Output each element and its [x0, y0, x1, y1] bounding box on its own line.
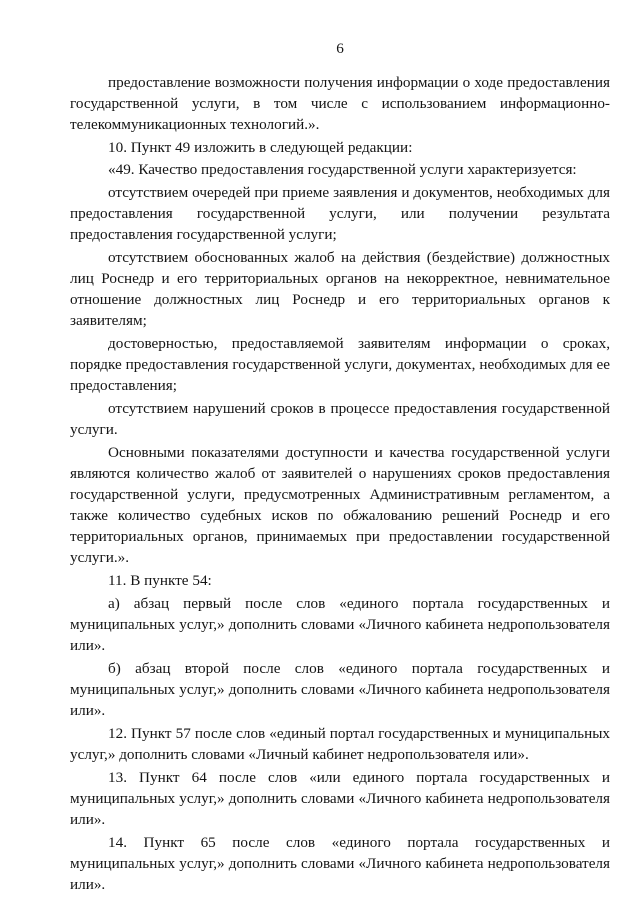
paragraph-no-queues: отсутствием очередей при приеме заявления и документов, необходимых для предоставления государственной услуги, или получении результата предоставления государственной услуги;: [70, 184, 610, 243]
page-number: 6: [336, 40, 344, 57]
paragraph-continuation: предоставление возможности получения информации о ходе предоставления государственной услуги, в том числе с использованием информационно-телекоммуникационных технологий.».: [70, 74, 610, 133]
paragraph-item-11b: б) абзац второй после слов «единого портала государственных и муниципальных услуг,» дополнить словами «Личного кабинета недропользователя или».: [70, 660, 610, 719]
paragraph-item-11a: а) абзац первый после слов «единого портала государственных и муниципальных услуг,» дополнить словами «Личного кабинета недропользователя или».: [70, 595, 610, 654]
document-page: [70, 38, 610, 895]
paragraph-item-13: 13. Пункт 64 после слов «или единого портала государственных и муниципальных услуг,» дополнить словами «Личного кабинета недропользователя или».: [70, 769, 610, 828]
paragraph-no-complaints: отсутствием обоснованных жалоб на действия (бездействие) должностных лиц Роснедр и его территориальных органов на некорректное, невнимательное отношение должностных лиц Роснедр и его территориальных органов к заявителям;: [70, 249, 610, 329]
paragraph-quote-49: «49. Качество предоставления государственной услуги характеризуется:: [108, 161, 577, 178]
paragraph-item-12: 12. Пункт 57 после слов «единый портал государственных и муниципальных услуг,» дополнить словами «Личный кабинет недропользователя или».: [70, 725, 610, 763]
paragraph-reliability: достоверностью, предоставляемой заявителям информации о сроках, порядке предоставления государственной услуги, документах, необходимых для ее предоставления;: [70, 335, 610, 394]
paragraph-item-14: 14. Пункт 65 после слов «единого портала государственных и муниципальных услуг,» дополнить словами «Личного кабинета недропользователя или».: [70, 834, 610, 893]
paragraph-main-indicators: Основными показателями доступности и качества государственной услуги являются количество жалоб от заявителей о нарушениях сроков предоставления государственной услуги, предусмотренных Административным регламентом, а также количество судебных исков по обжалованию решений Роснедр и его территориальных органов, принимаемых при предоставлении государственной услуги.».: [70, 444, 610, 566]
paragraph-item-11: 11. В пункте 54:: [108, 572, 212, 589]
paragraph-no-violations: отсутствием нарушений сроков в процессе предоставления государственной услуги.: [70, 400, 610, 438]
paragraph-item-10: 10. Пункт 49 изложить в следующей редакции:: [108, 139, 413, 156]
